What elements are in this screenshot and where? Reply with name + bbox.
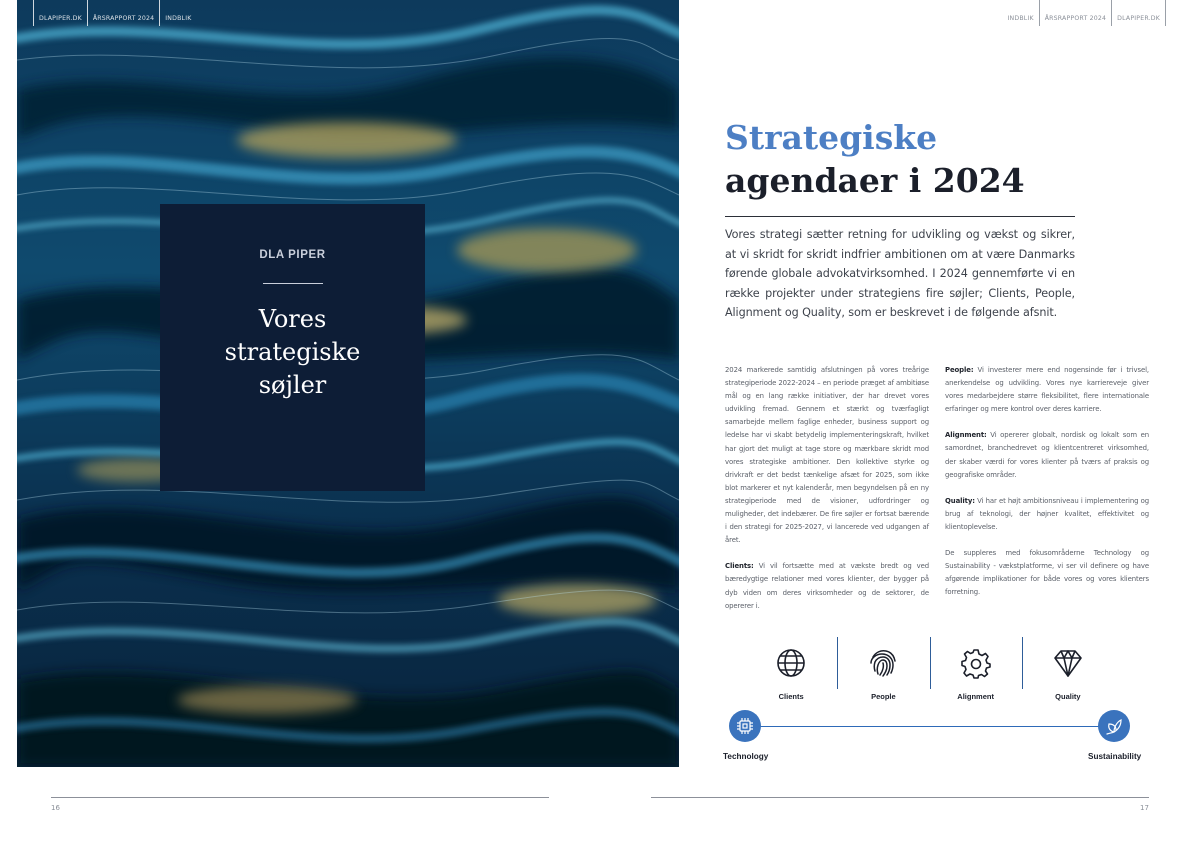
- body-paragraph-strategy: 2024 markerede samtidig afslutningen på vores treårige strategiperiode 2022-2024 – en periode præget af ambitiøse mål og en lang række initiativer, der har drevet vores udvikling fremad. Gennem et stærkt og tværfagligt samarbejde mellem faglige enheder, business support og ledelse har vi skabt betydelig implementeringskraft, hvilket har gjort det muligt at tage store og mærkbare skridt mod vores strategiske ambitioner. Den kollektive styrke og drivkraft er det bedst tænkelige afsæt for 2025, som ikke blot markerer et nyt kalenderår, men begyndelsen på en ny strategiperiode med de visioner, udfordringer og muligheder, det indebærer. De fire søjler er fortsat bærende i den strategi for 2025-2027, vi lancerede ved udgangen af året.: [725, 366, 929, 545]
- chip-icon: [735, 716, 755, 736]
- people-label: People:: [945, 366, 974, 374]
- nav-link-insight[interactable]: INDBLIK: [1003, 0, 1040, 26]
- page-headline: [725, 116, 1025, 202]
- nav-link-insight[interactable]: INDBLIK: [159, 0, 196, 26]
- sustainability-label: Sustainability: [1088, 752, 1142, 761]
- leaf-icon: [1104, 716, 1124, 736]
- pillar-label-alignment: Alignment: [957, 692, 994, 701]
- nav-link-website[interactable]: DLAPIPER.DK: [1112, 0, 1166, 26]
- fingerprint-icon: [867, 647, 899, 679]
- platform-connector-line: [760, 726, 1100, 727]
- clients-label: Clients:: [725, 562, 754, 571]
- people-text: Vi investerer mere end nogensinde før i trivsel, anerkendelse og udvikling. Vores nye karriereveje giver vores medarbejdere større fleksibilitet, flere internationale erfaringer og mere kontrol over deres karriere.: [945, 366, 1149, 414]
- body-paragraph-alignment: [945, 429, 1149, 481]
- technology-label: Technology: [723, 752, 769, 761]
- technology-badge: [729, 710, 761, 742]
- strategy-pillars: [745, 637, 1114, 701]
- quality-text: Vi har et højt ambitionsniveau i implementering og brug af teknologi, der højner kvalitet, effektivitet og klientoplevelse.: [945, 496, 1149, 531]
- quality-label: Quality:: [945, 496, 975, 505]
- alignment-label: Alignment:: [945, 431, 987, 440]
- section-heading: Vores strategiske søjler: [224, 305, 361, 399]
- header-nav-left: [33, 0, 196, 26]
- body-paragraph-clients: [725, 560, 929, 612]
- nav-link-website[interactable]: DLAPIPER.DK: [33, 0, 87, 26]
- pillar-quality: [1022, 637, 1114, 701]
- headline-divider: [725, 216, 1075, 217]
- body-paragraph-people: [945, 364, 1149, 416]
- brand-label: DLA PIPER: [259, 249, 326, 261]
- sustainability-badge: [1098, 710, 1130, 742]
- pillar-label-people: People: [871, 692, 896, 701]
- pillar-clients: [745, 637, 837, 701]
- page-number-left: 16: [51, 804, 60, 812]
- nav-link-annual-report[interactable]: ÅRSRAPPORT 2024: [87, 0, 159, 26]
- headline-line-2: agendaer i 2024: [725, 161, 1025, 200]
- diamond-icon: [1052, 647, 1084, 679]
- gear-icon: [960, 647, 992, 679]
- footer-rule-left: [51, 797, 549, 798]
- pillar-people: [837, 637, 929, 701]
- body-column-left: [725, 364, 929, 626]
- body-column-right: [945, 364, 1149, 612]
- page-number-right: 17: [1140, 804, 1149, 812]
- alignment-text: Vi opererer globalt, nordisk og lokalt som en samordnet, branchedrevet og klientcentreret virksomhed, der skaber værdi for vores klienter på tværs af praksis og geografiske områder.: [945, 431, 1149, 479]
- section-title-box: [160, 204, 425, 491]
- header-nav-right: [1003, 0, 1166, 26]
- headline-line-1: Strategiske: [725, 118, 938, 157]
- globe-icon: [775, 647, 807, 679]
- intro-paragraph: Vores strategi sætter retning for udvikling og vækst og sikrer, at vi skridt for skridt indfrier ambitionen om at være Danmarks førende globale advokatvirksomhed. I 2024 gennemførte vi en række projekter under strategiens fire søjler; Clients, People, Alignment og Quality, som er beskrevet i de følgende afsnit.: [725, 228, 1075, 319]
- pillar-label-quality: Quality: [1055, 692, 1081, 701]
- nav-link-annual-report[interactable]: ÅRSRAPPORT 2024: [1040, 0, 1112, 26]
- footer-rule-right: [651, 797, 1149, 798]
- body-paragraph-closing: De suppleres med fokusområderne Technology og Sustainability - vækstplatforme, vi ser vil definere og have afgørende implikationer for både vores og vores klienters forretning.: [945, 549, 1149, 597]
- body-paragraph-quality: [945, 495, 1149, 534]
- pillar-label-clients: Clients: [778, 692, 804, 701]
- pillar-alignment: [930, 637, 1022, 701]
- title-divider: [263, 283, 323, 284]
- clients-text: Vi vil fortsætte med at vækste bredt og ved bæredygtige relationer med vores klienter, der bygger på dyb viden om deres virksomheder og de sektorer, de opererer i.: [725, 562, 929, 610]
